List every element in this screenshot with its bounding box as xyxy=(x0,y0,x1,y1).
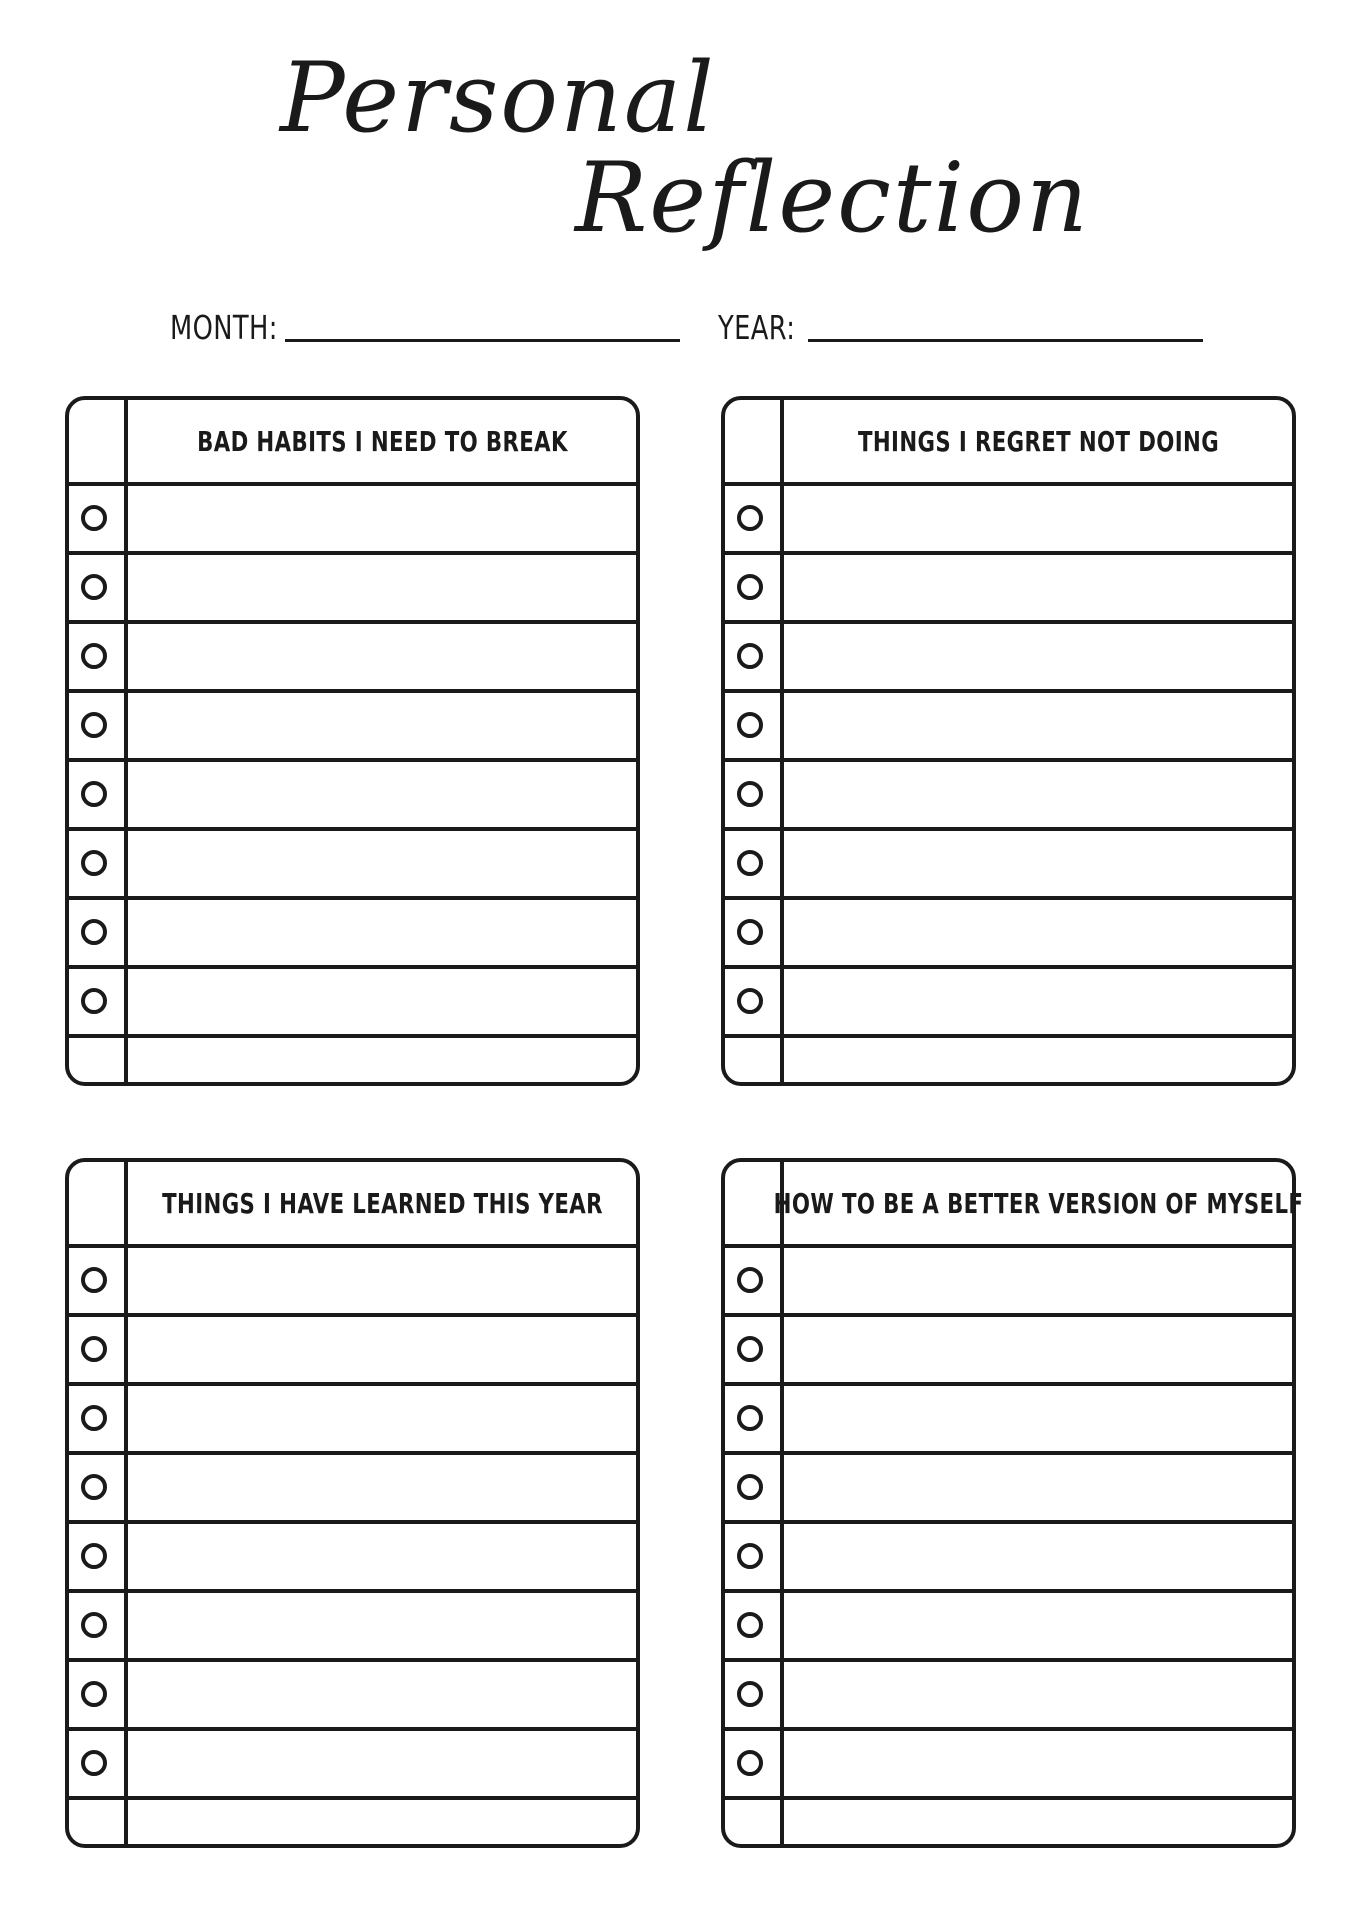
circle-bullet-icon[interactable] xyxy=(737,781,763,807)
circle-bullet-icon[interactable] xyxy=(737,919,763,945)
year-label: YEAR: xyxy=(718,308,796,347)
checklist-row[interactable] xyxy=(69,1658,636,1727)
circle-bullet-icon[interactable] xyxy=(737,850,763,876)
checklist-row[interactable] xyxy=(69,1451,636,1520)
section-heading: THINGS I HAVE LEARNED THIS YEAR xyxy=(162,1186,603,1220)
checklist-row[interactable] xyxy=(725,551,1292,620)
checklist-row[interactable] xyxy=(69,689,636,758)
checklist-row[interactable] xyxy=(69,551,636,620)
checklist-row[interactable] xyxy=(725,1520,1292,1589)
checklist-row[interactable] xyxy=(725,1658,1292,1727)
checklist-row-blank[interactable] xyxy=(725,1034,1292,1103)
checklist-row[interactable] xyxy=(725,620,1292,689)
circle-bullet-icon[interactable] xyxy=(81,781,107,807)
circle-bullet-icon[interactable] xyxy=(81,574,107,600)
checklist-row[interactable] xyxy=(725,827,1292,896)
year-field[interactable] xyxy=(718,302,1203,352)
checklist-row[interactable] xyxy=(725,1313,1292,1382)
circle-bullet-icon[interactable] xyxy=(81,1267,107,1293)
month-write-line[interactable] xyxy=(285,339,680,342)
circle-bullet-icon[interactable] xyxy=(737,1750,763,1776)
checklist-row[interactable] xyxy=(725,965,1292,1034)
circle-bullet-icon[interactable] xyxy=(737,1405,763,1431)
checklist-row[interactable] xyxy=(69,896,636,965)
checklist-row[interactable] xyxy=(69,1589,636,1658)
circle-bullet-icon[interactable] xyxy=(737,712,763,738)
checklist-row[interactable] xyxy=(69,1520,636,1589)
year-write-line[interactable] xyxy=(808,339,1203,342)
circle-bullet-icon[interactable] xyxy=(81,988,107,1014)
checklist-row[interactable] xyxy=(69,1244,636,1313)
checklist-row[interactable] xyxy=(69,1727,636,1796)
checklist-row-blank[interactable] xyxy=(69,1034,636,1103)
checklist-row[interactable] xyxy=(725,1382,1292,1451)
circle-bullet-icon[interactable] xyxy=(737,505,763,531)
circle-bullet-icon[interactable] xyxy=(737,1267,763,1293)
checklist-row[interactable] xyxy=(69,620,636,689)
circle-bullet-icon[interactable] xyxy=(81,1336,107,1362)
checklist-row[interactable] xyxy=(69,1313,636,1382)
checklist-row[interactable] xyxy=(69,758,636,827)
section-bad-habits xyxy=(65,396,640,1086)
checklist-row[interactable] xyxy=(725,689,1292,758)
checklist-row[interactable] xyxy=(725,1244,1292,1313)
circle-bullet-icon[interactable] xyxy=(737,1681,763,1707)
circle-bullet-icon[interactable] xyxy=(81,505,107,531)
circle-bullet-icon[interactable] xyxy=(737,1474,763,1500)
checklist-row[interactable] xyxy=(725,482,1292,551)
title-line-personal: Personal xyxy=(280,42,716,154)
checklist-row[interactable] xyxy=(69,482,636,551)
month-label: MONTH: xyxy=(170,308,278,347)
circle-bullet-icon[interactable] xyxy=(81,1474,107,1500)
checklist-row-blank[interactable] xyxy=(725,1796,1292,1865)
section-heading: BAD HABITS I NEED TO BREAK xyxy=(197,424,568,458)
circle-bullet-icon[interactable] xyxy=(81,850,107,876)
checklist-row[interactable] xyxy=(69,1382,636,1451)
circle-bullet-icon[interactable] xyxy=(81,1405,107,1431)
checklist-row[interactable] xyxy=(69,827,636,896)
section-better-self xyxy=(721,1158,1304,1848)
circle-bullet-icon[interactable] xyxy=(737,574,763,600)
circle-bullet-icon[interactable] xyxy=(81,1612,107,1638)
section-heading: THINGS I REGRET NOT DOING xyxy=(857,424,1220,458)
circle-bullet-icon[interactable] xyxy=(81,1750,107,1776)
checklist-row[interactable] xyxy=(725,758,1292,827)
circle-bullet-icon[interactable] xyxy=(737,643,763,669)
checklist-row[interactable] xyxy=(725,896,1292,965)
circle-bullet-icon[interactable] xyxy=(81,1543,107,1569)
circle-bullet-icon[interactable] xyxy=(737,988,763,1014)
circle-bullet-icon[interactable] xyxy=(737,1612,763,1638)
month-field[interactable] xyxy=(170,302,680,352)
checklist-row[interactable] xyxy=(725,1451,1292,1520)
circle-bullet-icon[interactable] xyxy=(737,1543,763,1569)
section-learned xyxy=(65,1158,640,1848)
circle-bullet-icon[interactable] xyxy=(81,919,107,945)
checklist-row[interactable] xyxy=(69,965,636,1034)
section-heading: HOW TO BE A BETTER VERSION OF MYSELF xyxy=(773,1186,1304,1220)
circle-bullet-icon[interactable] xyxy=(81,712,107,738)
title-line-reflection: Reflection xyxy=(575,142,1090,254)
circle-bullet-icon[interactable] xyxy=(737,1336,763,1362)
checklist-row[interactable] xyxy=(725,1589,1292,1658)
circle-bullet-icon[interactable] xyxy=(81,1681,107,1707)
circle-bullet-icon[interactable] xyxy=(81,643,107,669)
checklist-row-blank[interactable] xyxy=(69,1796,636,1865)
section-regrets xyxy=(721,396,1296,1086)
checklist-row[interactable] xyxy=(725,1727,1292,1796)
